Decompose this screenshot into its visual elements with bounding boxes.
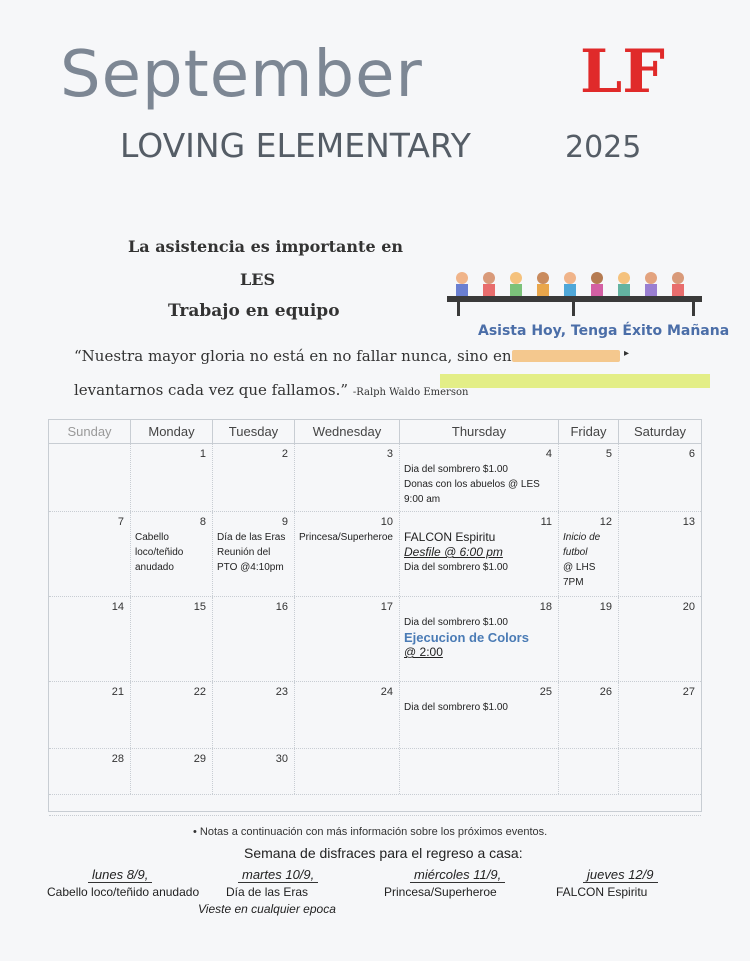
day-header-monday: Monday [131,420,213,443]
calendar-day-cell [131,749,213,794]
day-number: 17 [380,601,393,613]
spirit-day-date: miércoles 11/9, [410,867,505,883]
attendance-line-1: La asistencia es importante en [128,237,404,256]
calendar-event: Cabello loco/teñido anudado [135,532,184,573]
day-number: 6 [688,448,695,460]
calendar-day-cell [400,444,559,511]
day-number: 18 [539,601,552,613]
calendar-grid [48,419,702,812]
calendar-event: @ 2:00 [404,645,443,659]
school-logo-icon [578,30,665,110]
banner-caption: Asista Hoy, Tenga Éxito Mañana [478,323,730,339]
day-number: 4 [545,448,552,460]
day-number: 21 [111,686,124,698]
calendar-day-cell [295,512,400,596]
calendar-day-cell [131,682,213,748]
spirit-day-theme: Princesa/Superheroe [384,885,497,899]
spirit-day-extra: Vieste en cualquier epoca [198,902,336,916]
calendar-event: Dia del sombrero $1.00 [404,562,508,573]
calendar-event: FALCON Espiritu [404,530,496,544]
day-number: 28 [111,753,124,765]
calendar-day-cell [619,682,701,748]
quote-line-1: “Nuestra mayor gloria no está en no fallar nunca, sino en [74,347,512,365]
day-number: 10 [380,516,393,528]
calendar-day-cell [400,512,559,596]
calendar-event: Donas con los abuelos @ LES 9:00 am [404,479,540,505]
calendar-event: Reunión del PTO @4:10pm [217,547,284,573]
notes-bullet: • Notas a continuación con más información sobre los próximos eventos. [193,826,548,838]
day-number: 23 [275,686,288,698]
calendar-day-cell [213,444,295,511]
spirit-day-theme: FALCON Espiritu [556,885,648,899]
calendar-day-cell [131,444,213,511]
calendar-header [49,420,701,444]
calendar-event: Dia del sombrero $1.00 [404,702,508,713]
day-number: 24 [380,686,393,698]
calendar-day-cell [559,512,619,596]
day-number: 12 [599,516,612,528]
calendar-day-cell [295,597,400,681]
highlighter-stroke [440,374,710,388]
day-number: 19 [599,601,612,613]
day-number: 3 [386,448,393,460]
day-number: 11 [540,516,552,528]
calendar-day-cell [213,597,295,681]
quote-text: levantarnos cada vez que fallamos.” [74,381,349,399]
spirit-day-date: jueves 12/9 [583,867,658,883]
day-header-thursday: Thursday [400,420,559,443]
calendar-day-cell [213,749,295,794]
calendar-day-cell [619,512,701,596]
calendar-day-cell [213,512,295,596]
day-number: 30 [275,753,288,765]
calendar-day-cell [49,597,131,681]
calendar-body [49,444,701,816]
calendar-day-cell [400,597,559,681]
day-number: 27 [682,686,695,698]
calendar-day-cell [49,512,131,596]
month-title: September [60,38,423,112]
spirit-day-date: martes 10/9, [238,867,318,883]
calendar-event: Dia del sombrero $1.00 [404,617,508,628]
calendar-event: Ejecucion de Colors [404,630,529,645]
calendar-day-cell [295,749,400,794]
calendar-day-cell [49,444,131,511]
day-number: 8 [199,516,206,528]
day-number: 1 [199,448,206,460]
calendar-event: Desfile @ 6:00 pm [404,545,503,559]
day-number: 2 [281,448,288,460]
pencil-icon [512,350,620,362]
attendance-line-2: LES [240,270,275,289]
calendar-week [49,597,701,682]
day-number: 20 [682,601,695,613]
calendar-day-cell [131,597,213,681]
calendar-empty-row [49,795,701,816]
spirit-week-title: Semana de disfraces para el regreso a casa: [244,845,523,861]
calendar-day-cell [559,444,619,511]
calendar-day-cell [49,682,131,748]
day-number: 22 [193,686,206,698]
spirit-day-theme: Día de las Eras [226,885,309,899]
calendar-event: Inicio de futbol [563,532,601,558]
calendar-day-cell [49,749,131,794]
day-number: 14 [111,601,124,613]
calendar-day-cell [213,682,295,748]
day-header-saturday: Saturday [633,424,687,439]
day-header-sunday: Sunday [49,420,131,443]
calendar-day-cell [559,749,619,794]
day-header-tuesday: Tuesday [213,420,295,443]
day-number: 9 [281,516,288,528]
day-number: 25 [539,686,552,698]
day-header-friday: Friday [559,420,619,443]
spirit-day-date: lunes 8/9, [88,867,152,883]
attendance-line-3: Trabajo en equipo [168,301,340,321]
logo-letters: LF [580,37,665,107]
calendar-day-cell [559,597,619,681]
day-number: 16 [275,601,288,613]
quote-author: -Ralph Waldo Emerson [352,387,469,398]
day-number: 15 [193,601,206,613]
calendar-event: Princesa/Superheroe [299,532,393,543]
calendar-event: @ LHS 7PM [563,562,596,588]
calendar-day-cell [400,749,559,794]
calendar-day-cell [559,682,619,748]
calendar-week [49,749,701,795]
calendar-day-cell [619,444,701,511]
year: 2025 [565,130,642,165]
day-header-wednesday: Wednesday [295,420,400,443]
day-number: 7 [117,516,124,528]
pencil-tip-icon: ▸ [624,348,630,359]
quote-line-2 [74,381,468,399]
calendar-day-cell [619,749,701,794]
calendar-day-cell [295,682,400,748]
day-number: 29 [193,753,206,765]
calendar-event: Dia del sombrero $1.00 [404,464,508,475]
calendar-day-cell [400,682,559,748]
calendar-day-cell [131,512,213,596]
day-number: 13 [682,516,695,528]
day-number: 26 [599,686,612,698]
calendar-day-cell [295,444,400,511]
calendar-event: Día de las Eras [217,532,286,543]
students-at-desks-illustration-icon [447,268,702,318]
calendar-week [49,512,701,597]
school-name: LOVING ELEMENTARY [120,126,471,165]
calendar-week [49,444,701,512]
calendar-week [49,682,701,749]
spirit-day-theme: Cabello loco/teñido anudado [47,885,200,899]
calendar-day-cell [619,597,701,681]
day-number: 5 [605,448,612,460]
